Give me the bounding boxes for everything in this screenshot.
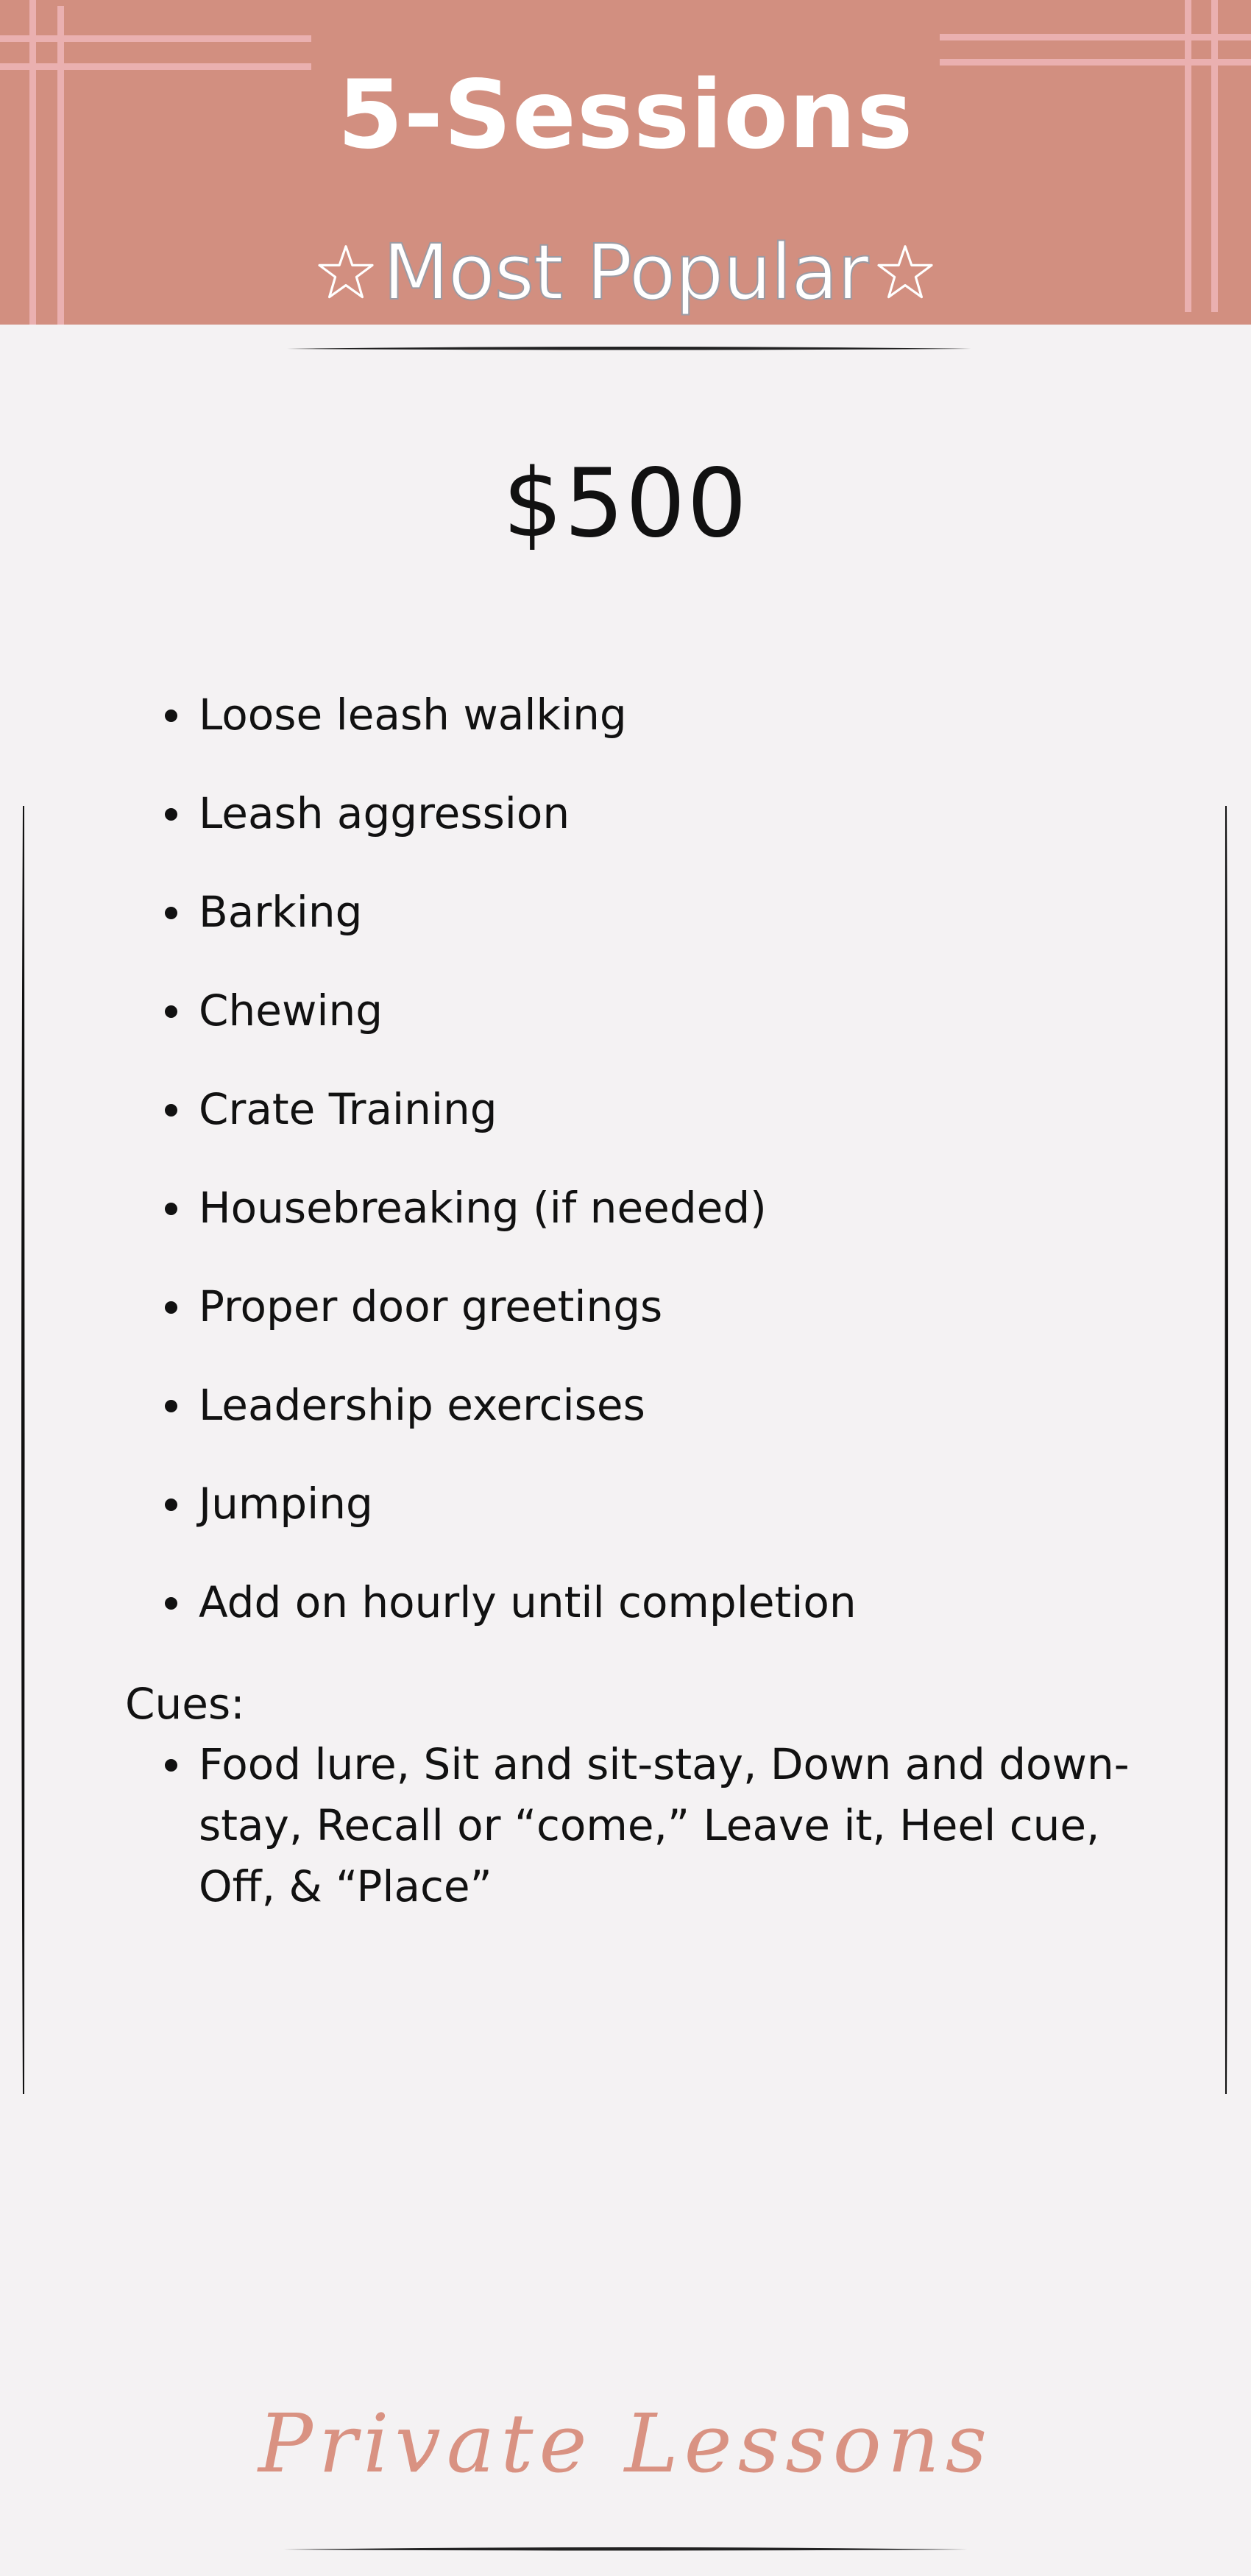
list-item [125, 1569, 1141, 1668]
header-banner [0, 0, 1251, 325]
bullet-icon [165, 1005, 177, 1018]
bullet-icon [165, 907, 177, 919]
feature-text: Crate Training [199, 1084, 497, 1134]
feature-text: Leadership exercises [199, 1380, 645, 1430]
top-divider [287, 343, 971, 355]
subtitle-row [0, 224, 1251, 320]
list-item [125, 682, 1141, 780]
feature-text: Barking [199, 887, 363, 937]
footer-label: Private Lessons [258, 2396, 993, 2491]
list-item [125, 977, 1141, 1076]
list-item [125, 1471, 1141, 1569]
star-icon [316, 243, 375, 302]
cues-label: Cues: [125, 1679, 245, 1729]
list-item [125, 1175, 1141, 1273]
subtitle: Most Popular [383, 227, 868, 317]
list-item [125, 1734, 1141, 1917]
price: $500 [503, 449, 748, 559]
list-item [125, 780, 1141, 879]
bullet-icon [165, 808, 177, 821]
bullet-icon [165, 710, 177, 722]
left-border-line [19, 806, 28, 2094]
list-item [125, 1076, 1141, 1175]
feature-text: Housebreaking (if needed) [199, 1183, 767, 1233]
cue-text: Food lure, Sit and sit-stay, Down and down-stay, Recall or “come,” Leave it, Heel cue, Off, & “Place” [199, 1739, 1130, 1911]
feature-text: Chewing [199, 986, 383, 1036]
decor-line [940, 34, 1251, 40]
bullet-icon [165, 1400, 177, 1412]
bottom-divider [283, 2544, 968, 2555]
feature-text: Jumping [199, 1479, 373, 1529]
bullet-icon [165, 1759, 177, 1772]
cues-list [125, 1734, 1141, 1917]
feature-text: Leash aggression [199, 788, 570, 838]
bullet-icon [165, 1104, 177, 1117]
features-list [125, 682, 1141, 1668]
decor-line [0, 35, 311, 42]
bullet-icon [165, 1498, 177, 1511]
feature-text: Add on hourly until completion [199, 1577, 857, 1627]
bullet-icon [165, 1597, 177, 1610]
right-border-line [1222, 806, 1230, 2094]
feature-text: Loose leash walking [199, 690, 627, 740]
page-title: 5-Sessions [337, 60, 914, 170]
star-icon [876, 243, 935, 302]
list-item [125, 1372, 1141, 1471]
list-item [125, 1273, 1141, 1372]
feature-text: Proper door greetings [199, 1281, 663, 1331]
bullet-icon [165, 1301, 177, 1314]
list-item [125, 879, 1141, 977]
bullet-icon [165, 1203, 177, 1215]
